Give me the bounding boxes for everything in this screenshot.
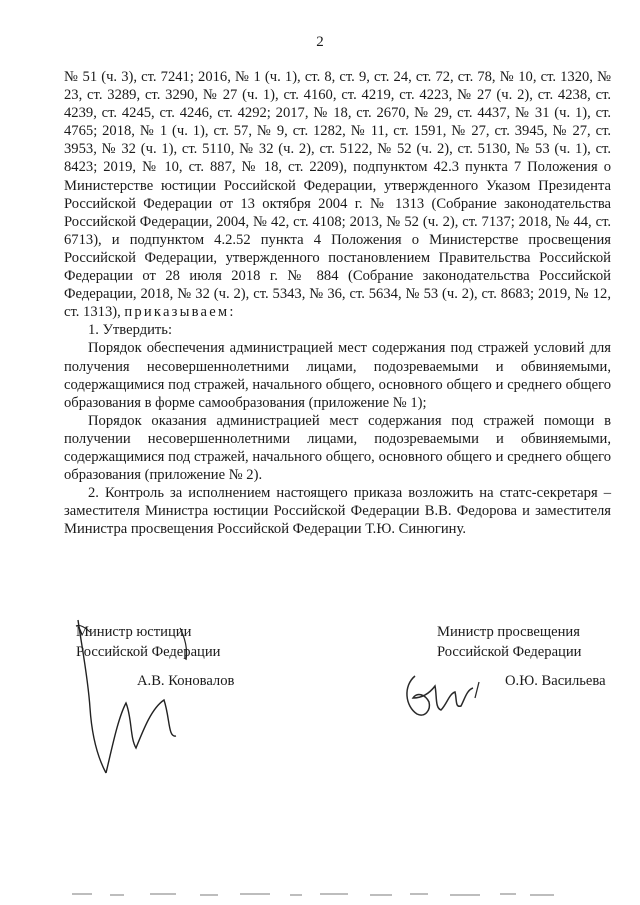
legal-basis-text: № 51 (ч. 3), ст. 7241; 2016, № 1 (ч. 1), ст. 8, ст. 9, ст. 24, ст. 72, ст. 78, № 10, ст. 1320, № 23, ст. 3289, ст. 3290, № 27 (ч. 1), ст. 4160, ст. 4219, ст. 4223, № 27 (ч. 2), ст. 4238, ст. 4239, ст. 4245, ст. 4246, ст. 4292; 2017, № 18, ст. 2670, № 29, ст. 4437, № 31 (ч. 1), ст. 4765; 2018, № 1 (ч. 1), ст. 57, № 9, ст. 1282, № 11, ст. 1591, № 27, ст. 3945, № 27, ст. 3953, № 32 (ч. 1), ст. 5110, № 32 (ч. 2), ст. 5122, № 52 (ч. 2), ст. 5130, № 53 (ч. 1), ст. 8423; 2019, № 10, ст. 887, № 18, ст. 2209), подпунктом 42.3 пункта 7 Положения о Министерстве юстиции Российской Федерации, утвержденного Указом Президента Российской Федерации от 13 октября 2004 г. № 1313 (Собрание законодательства Российской Федерации, 2004, № 42, ст. 4108; 2013, № 52 (ч. 2), ст. 7137; 2018, № 44, ст. 6713), и подпунктом 4.2.52 пункта 4 Положения о Министерстве просвещения Российской Федерации, утвержденного постановлением Правительства Российской Федерации от 28 июля 2018 г. № 884 (Собрание законодательства Российской Федерации, 2018, № 32 (ч. 2), ст. 5343, № 36, ст. 5634, № 53 (ч. 2), ст. 8683; 2019, № 12, ст. 1313),	[64, 69, 611, 321]
paragraph-legal-basis	[64, 68, 611, 321]
signatory-left-title-line1: Министр юстиции	[76, 624, 192, 640]
signatory-left-name: А.В. Коновалов	[137, 673, 235, 689]
signatory-right-title-line2: Российской Федерации	[437, 644, 582, 660]
paragraph-control: 2. Контроль за исполнением настоящего приказа возложить на статс-секретаря – заместителя Министра юстиции Российской Федерации В.В. Федорова и заместителя Министра просвещения Российской Федерации Т.Ю. Синюгину.	[64, 485, 611, 538]
paragraph-procedure-2: Порядок оказания администрацией мест содержания под стражей помощи в получении несовершеннолетними лицами, подозреваемыми и обвиняемыми, содержащимися под стражей, начального общего, основного общего и среднего общего образования (приложение № 2).	[64, 412, 611, 484]
order-keyword: приказываем:	[124, 304, 236, 321]
signature-right-handwritten	[395, 668, 490, 723]
paragraph-approve: 1. Утвердить:	[88, 322, 173, 339]
document-body	[64, 68, 611, 538]
signatory-left-title-line2: Российской Федерации	[76, 644, 221, 660]
scan-noise-bottom	[0, 885, 640, 905]
signatory-right-name: О.Ю. Васильева	[505, 673, 606, 689]
page-number: 2	[316, 34, 324, 50]
signatory-right-title	[437, 622, 582, 662]
signatory-right-title-line1: Министр просвещения	[437, 624, 580, 640]
signature-left-handwritten	[60, 608, 220, 778]
paragraph-procedure-1: Порядок обеспечения администрацией мест содержания под стражей условий для получения несовершеннолетними лицами, подозреваемыми и обвиняемыми, содержащимися под стражей, начального общего, основного общего и среднего общего образования в форме самообразования (приложение № 1);	[64, 340, 611, 411]
